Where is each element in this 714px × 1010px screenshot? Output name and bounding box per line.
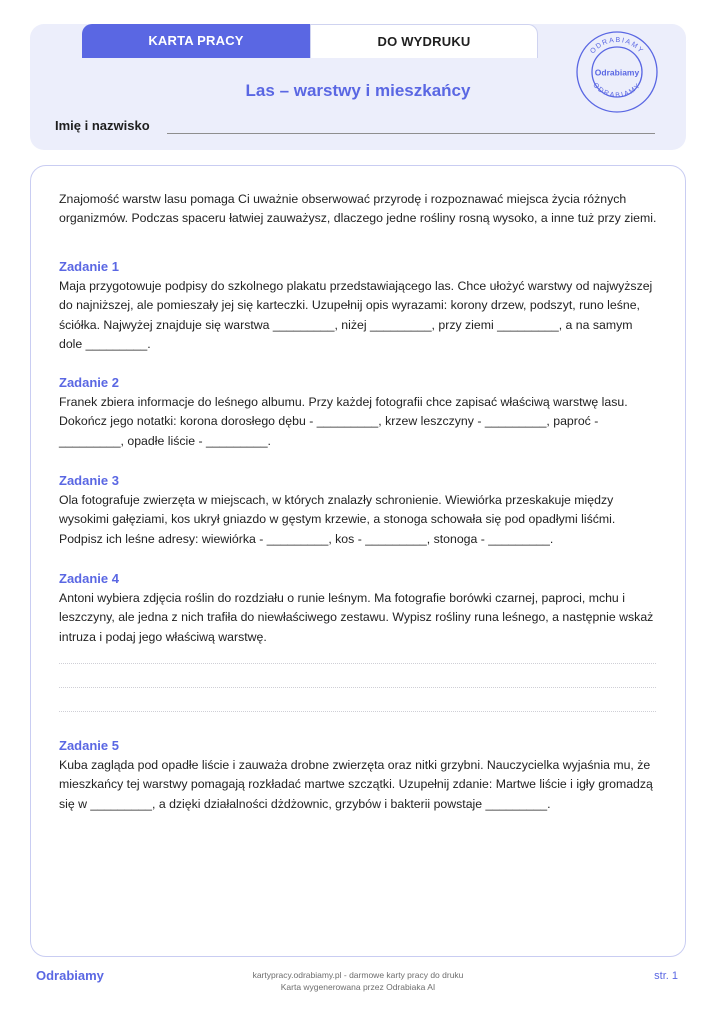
svg-text:ODRABIAMY: [591, 82, 642, 99]
footer-brand: Odrabiamy: [36, 968, 104, 983]
answer-line[interactable]: [59, 711, 656, 712]
task-5-heading: Zadanie 5: [59, 738, 119, 753]
task-2-text: Franek zbiera informacje do leśnego albumu. Przy każdej fotografii chce zapisać właściwą warstwę lasu. Dokończ jego notatki: korona dorosłego dębu - _________, krzew leszczyny - _________, paproć - _________, opadłe liście - _________.: [59, 395, 628, 448]
answer-line[interactable]: [59, 663, 656, 664]
task-4-text: Antoni wybiera zdjęcia roślin do rozdziału o runie leśnym. Ma fotografie borówki czarnej, paproci, mchu i leszczyny, ale jedna z nich trafiła do niewłaściwego zestawu. Wypisz rośliny runa leśnego, a następnie wskaż intruza i podaj jego właściwą warstwę.: [59, 591, 654, 644]
tab-karta-pracy[interactable]: KARTA PRACY: [82, 24, 310, 58]
worksheet-content: [30, 165, 686, 957]
name-label: Imię i nazwisko: [55, 118, 150, 133]
worksheet-title: Las – warstwy i mieszkańcy: [245, 81, 471, 100]
task-1-text: Maja przygotowuje podpisy do szkolnego plakatu przedstawiającego las. Chce ułożyć warstwy od najwyższej do najniższej, ale pomieszały jej się karteczki. Uzupełnij opis wyrazami: korony drzew, podszyt, runo leśne, ściółka. Najwyżej znajduje się warstwa _________, niżej _________, przy ziemi _________, a na samym dole _________.: [59, 279, 653, 351]
task-1-heading: Zadanie 1: [59, 259, 119, 274]
answer-line[interactable]: [59, 687, 656, 688]
footer-site-text: kartypracy.odrabiamy.pl - darmowe karty pracy do druku: [252, 970, 464, 980]
page-number: str. 1: [654, 970, 678, 982]
stamp-arc-top: ODRABIAMY: [589, 36, 645, 56]
footer-generated-text: Karta wygenerowana przez Odrabiaka AI: [280, 981, 436, 992]
footer-info: [180, 970, 536, 993]
name-input-line[interactable]: [167, 133, 655, 134]
task-3-heading: Zadanie 3: [59, 473, 119, 488]
intro-paragraph: Znajomość warstw lasu pomaga Ci uważnie obserwować przyrodę i rozpoznawać miejsca życia różnych organizmów. Podczas spaceru łatwiej zauważysz, dlaczego jedne rośliny rosną wysoko, a inne tuż przy ziemi.: [59, 192, 657, 226]
task-5-text: Kuba zagląda pod opadłe liście i zauważa drobne zwierzęta oraz nitki grzybni. Nauczycielka wyjaśnia mu, że mieszkańcy tej warstwy pomagają rozkładać martwe szczątki. Uzupełnij zdanie: Martwe liście i igły gromadzą się w _________, a dzięki działalności dżdżownic, grzybów i bakterii powstaje _________.: [59, 758, 653, 811]
tab-do-wydruku[interactable]: DO WYDRUKU: [310, 24, 538, 58]
odrabiamy-stamp-logo: [575, 30, 659, 114]
stamp-arc-bottom: ODRABIAMY: [591, 81, 643, 100]
svg-text:ODRABIAMY: [589, 37, 645, 55]
task-3-text: Ola fotografuje zwierzęta w miejscach, w których znalazły schronienie. Wiewiórka przeskakuje między wysokimi gałęziami, kos ukrył gniazdo w gęstym krzewie, a stonoga schowała się pod opadłymi liśćmi. Podpisz ich leśne adresy: wiewiórka - _________, kos - _________, stonoga - _________.: [59, 493, 616, 546]
task-4-heading: Zadanie 4: [59, 571, 119, 586]
stamp-center-text: Odrabiamy: [594, 67, 640, 78]
task-2-heading: Zadanie 2: [59, 375, 119, 390]
